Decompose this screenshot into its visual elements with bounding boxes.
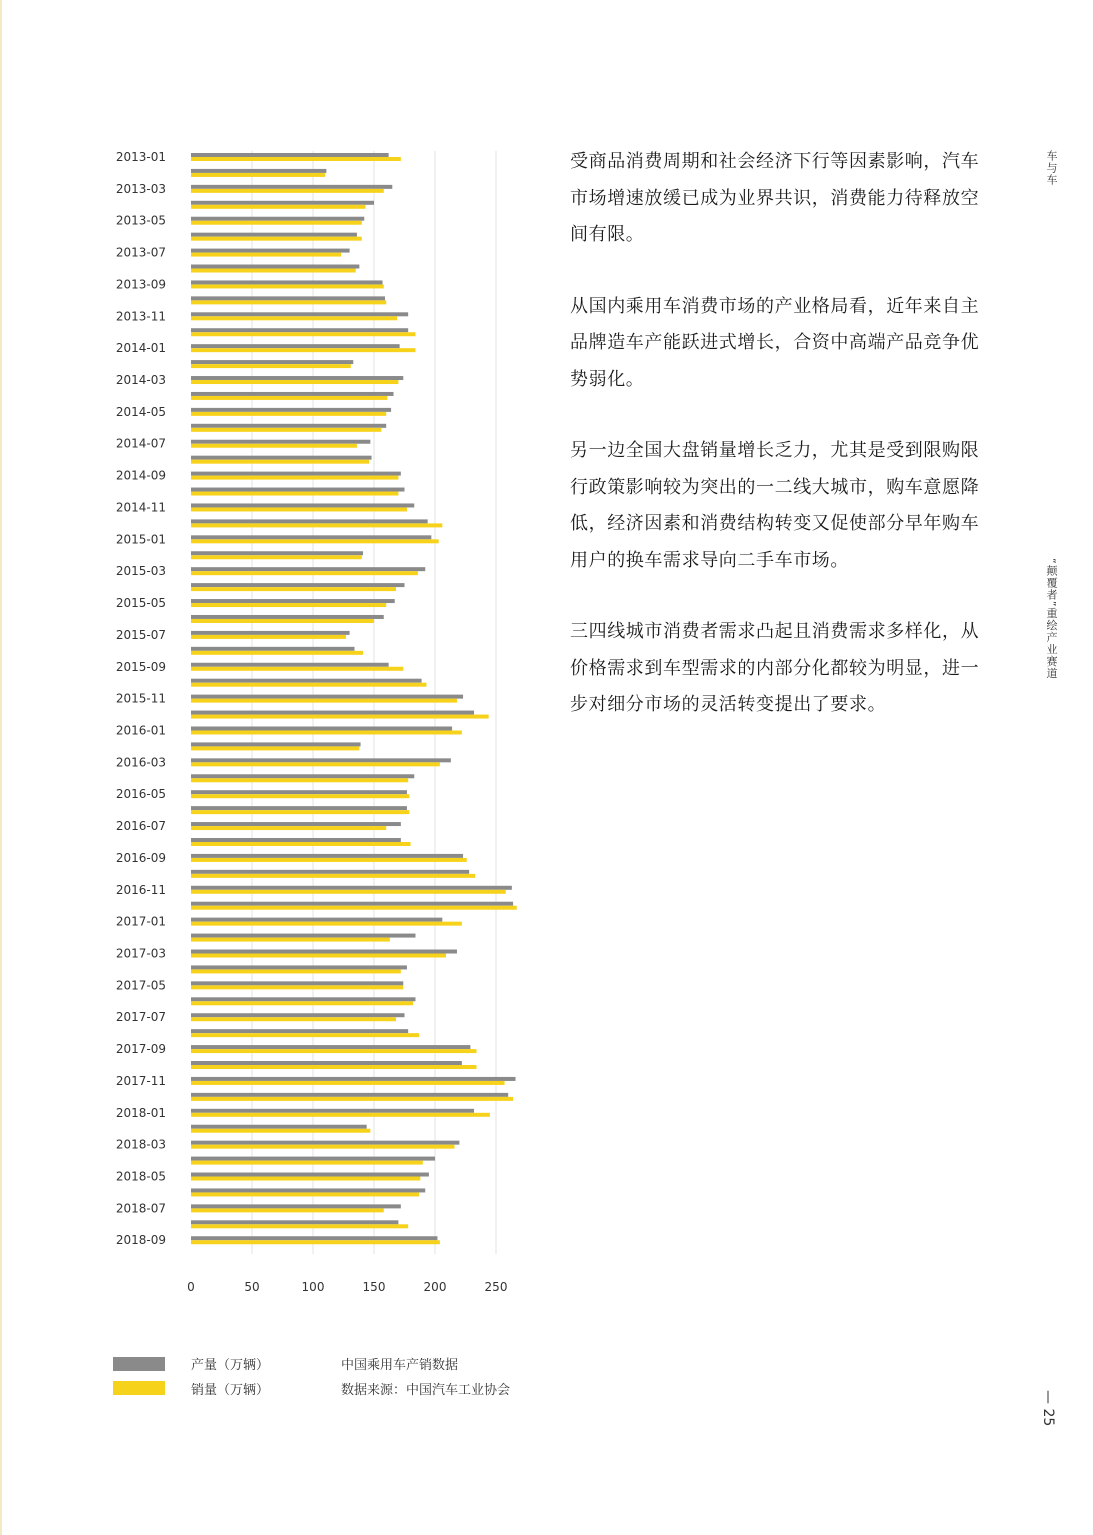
bar-production-2014-06 <box>191 424 386 428</box>
bar-production-2014-10 <box>191 488 405 492</box>
legend-label-sales: 销量（万辆） <box>191 1383 270 1398</box>
y-tick-label-2017-11: 2017-11 <box>115 1073 166 1088</box>
article-body <box>570 144 995 759</box>
bar-sales-2017-01 <box>191 922 462 926</box>
bar-production-2018-07 <box>191 1204 401 1208</box>
bar-sales-2016-01 <box>191 730 462 734</box>
bar-sales-2013-11 <box>191 316 397 320</box>
bar-production-2018-04 <box>191 1157 435 1161</box>
bar-sales-2014-05 <box>191 412 386 416</box>
bar-sales-2014-04 <box>191 396 387 400</box>
bar-sales-2016-12 <box>191 906 517 910</box>
bar-production-2015-11 <box>191 695 463 699</box>
bar-production-2016-10 <box>191 870 469 874</box>
bar-sales-2016-02 <box>191 746 359 750</box>
bar-sales-2015-05 <box>191 603 386 607</box>
bar-production-2016-01 <box>191 726 452 730</box>
bar-sales-2017-09 <box>191 1049 476 1053</box>
chart-title: 中国乘用车产销数据 <box>341 1358 459 1373</box>
y-tick-label-2017-07: 2017-07 <box>115 1010 166 1025</box>
y-tick-label-2017-01: 2017-01 <box>115 914 166 929</box>
bar-sales-2013-12 <box>191 332 415 336</box>
bar-production-2015-04 <box>191 583 405 587</box>
bar-production-2017-07 <box>191 1013 405 1017</box>
bar-production-2017-03 <box>191 950 457 954</box>
bar-production-2013-07 <box>191 249 350 253</box>
legend-swatch-production <box>113 1357 165 1371</box>
bar-production-2013-10 <box>191 296 385 300</box>
bar-production-2013-03 <box>191 185 392 189</box>
bar-sales-2015-03 <box>191 571 418 575</box>
bar-production-2018-03 <box>191 1141 459 1145</box>
bar-sales-2015-10 <box>191 683 426 687</box>
y-tick-label-2014-01: 2014-01 <box>115 341 166 356</box>
y-tick-label-2013-05: 2013-05 <box>115 213 166 228</box>
bar-production-2018-01 <box>191 1109 474 1113</box>
y-tick-label-2013-01: 2013-01 <box>115 150 166 164</box>
y-tick-label-2018-09: 2018-09 <box>115 1233 166 1248</box>
y-tick-label-2014-03: 2014-03 <box>115 373 166 388</box>
article-paragraph-1: 受商品消费周期和社会经济下行等因素影响，汽车市场增速放缓已成为业界共识，消费能力待释放空间有限。 <box>570 151 980 245</box>
bar-production-2017-04 <box>191 965 407 969</box>
bar-sales-2017-05 <box>191 985 403 989</box>
bar-sales-2015-12 <box>191 715 489 719</box>
bar-sales-2013-08 <box>191 269 356 273</box>
x-tick-label-0: 0 <box>187 1280 195 1294</box>
bar-chart <box>0 0 540 1310</box>
bar-sales-2016-06 <box>191 810 409 814</box>
bar-production-2014-03 <box>191 376 403 380</box>
y-tick-label-2018-05: 2018-05 <box>115 1169 166 1184</box>
bar-sales-2016-04 <box>191 778 408 782</box>
bar-production-2016-05 <box>191 790 407 794</box>
bar-production-2015-12 <box>191 711 474 715</box>
bar-production-2016-11 <box>191 886 512 890</box>
bar-sales-2013-04 <box>191 205 365 209</box>
article-paragraph-2: 从国内乘用车消费市场的产业格局看，近年来自主品牌造车产能跃进式增长，合资中高端产品竞争优势弱化。 <box>570 295 980 390</box>
data-source: 数据来源：中国汽车工业协会 <box>341 1383 511 1398</box>
bar-sales-2014-09 <box>191 476 398 480</box>
bar-production-2015-06 <box>191 615 384 619</box>
bar-sales-2014-12 <box>191 523 442 527</box>
bar-sales-2015-11 <box>191 699 457 703</box>
article-paragraph-3: 另一边全国大盘销量增长乏力，尤其是受到限购限行政策影响较为突出的一二线大城市，购车意愿降低，经济因素和消费结构转变又促使部分早年购车用户的换车需求导向二手车市场。 <box>570 440 980 571</box>
bar-sales-2018-08 <box>191 1224 408 1228</box>
bar-production-2016-06 <box>191 806 407 810</box>
y-axis-labels <box>116 150 166 1247</box>
bar-sales-2014-11 <box>191 507 407 511</box>
bar-production-2017-01 <box>191 918 442 922</box>
y-tick-label-2013-11: 2013-11 <box>115 309 166 324</box>
bar-sales-2016-05 <box>191 794 409 798</box>
bar-sales-2018-07 <box>191 1208 384 1212</box>
y-tick-label-2015-09: 2015-09 <box>115 659 166 674</box>
legend-label-production: 产量（万辆） <box>191 1358 270 1373</box>
bar-sales-2018-01 <box>191 1113 490 1117</box>
bar-sales-2017-11 <box>191 1081 505 1085</box>
section-subtitle: “颠覆者”重绘产业赛道 <box>1045 558 1058 680</box>
bar-production-2017-11 <box>191 1077 516 1081</box>
bar-production-2015-07 <box>191 631 350 635</box>
bar-production-2015-10 <box>191 679 422 683</box>
bar-production-2016-07 <box>191 822 401 826</box>
y-tick-label-2016-11: 2016-11 <box>115 882 166 897</box>
y-tick-label-2013-03: 2013-03 <box>115 181 166 196</box>
bar-production-2017-02 <box>191 934 415 938</box>
bar-production-2018-02 <box>191 1125 367 1129</box>
bar-sales-2015-09 <box>191 667 403 671</box>
x-tick-label-50: 50 <box>244 1280 260 1294</box>
bar-production-2014-05 <box>191 408 391 412</box>
bars <box>191 153 517 1244</box>
y-tick-label-2014-11: 2014-11 <box>115 500 166 515</box>
bar-sales-2016-10 <box>191 874 475 878</box>
bar-production-2014-11 <box>191 503 414 507</box>
bar-production-2014-07 <box>191 440 370 444</box>
bar-production-2014-12 <box>191 519 428 523</box>
x-tick-label-100: 100 <box>301 1280 325 1294</box>
bar-production-2013-06 <box>191 233 357 237</box>
y-tick-label-2015-01: 2015-01 <box>115 532 166 547</box>
x-axis-labels <box>187 1280 507 1294</box>
y-tick-label-2015-11: 2015-11 <box>115 691 166 706</box>
x-tick-label-250: 250 <box>484 1280 508 1294</box>
article-paragraph-4: 三四线城市消费者需求凸起且消费需求多样化，从价格需求到车型需求的内部分化都较为明显，进一步对细分市场的灵活转变提出了要求。 <box>570 621 980 715</box>
y-tick-label-2013-07: 2013-07 <box>115 245 166 260</box>
bar-production-2016-02 <box>191 742 361 746</box>
y-tick-label-2017-09: 2017-09 <box>115 1042 166 1057</box>
y-tick-label-2014-07: 2014-07 <box>115 436 166 451</box>
bar-sales-2016-09 <box>191 858 467 862</box>
bar-production-2013-09 <box>191 280 383 284</box>
y-tick-label-2018-01: 2018-01 <box>115 1105 166 1120</box>
bar-production-2014-04 <box>191 392 394 396</box>
bar-production-2016-12 <box>191 902 513 906</box>
bar-production-2013-02 <box>191 169 326 173</box>
bar-sales-2017-10 <box>191 1065 476 1069</box>
bar-sales-2014-06 <box>191 428 381 432</box>
y-tick-label-2018-03: 2018-03 <box>115 1137 166 1152</box>
bar-production-2018-09 <box>191 1236 437 1240</box>
y-tick-label-2013-09: 2013-09 <box>115 277 166 292</box>
bar-production-2018-06 <box>191 1188 425 1192</box>
y-tick-label-2016-01: 2016-01 <box>115 723 166 738</box>
bar-production-2015-09 <box>191 663 389 667</box>
bar-sales-2017-06 <box>191 1001 413 1005</box>
bar-sales-2015-06 <box>191 619 374 623</box>
bar-production-2016-04 <box>191 774 414 778</box>
bar-sales-2018-02 <box>191 1129 370 1133</box>
bar-sales-2015-02 <box>191 555 362 559</box>
bar-sales-2017-12 <box>191 1097 513 1101</box>
y-tick-label-2015-05: 2015-05 <box>115 596 166 611</box>
bar-sales-2017-04 <box>191 969 401 973</box>
bar-sales-2018-04 <box>191 1161 423 1165</box>
bar-production-2017-10 <box>191 1061 462 1065</box>
bar-sales-2013-03 <box>191 189 384 193</box>
bar-production-2018-08 <box>191 1220 398 1224</box>
bar-production-2017-06 <box>191 997 415 1001</box>
bar-sales-2017-08 <box>191 1033 419 1037</box>
bar-sales-2015-07 <box>191 635 346 639</box>
bar-sales-2016-07 <box>191 826 386 830</box>
y-tick-label-2016-03: 2016-03 <box>115 755 166 770</box>
bar-sales-2013-09 <box>191 284 384 288</box>
bar-production-2013-12 <box>191 328 408 332</box>
x-tick-label-150: 150 <box>362 1280 386 1294</box>
bar-sales-2016-08 <box>191 842 411 846</box>
bar-sales-2018-05 <box>191 1177 420 1181</box>
bar-sales-2014-02 <box>191 364 351 368</box>
bar-sales-2013-02 <box>191 173 325 177</box>
y-tick-label-2015-07: 2015-07 <box>115 627 166 642</box>
bar-sales-2017-03 <box>191 954 446 958</box>
bar-production-2016-08 <box>191 838 401 842</box>
y-tick-label-2016-07: 2016-07 <box>115 819 166 834</box>
bar-production-2014-01 <box>191 344 400 348</box>
y-tick-label-2017-05: 2017-05 <box>115 978 166 993</box>
bar-sales-2014-08 <box>191 460 369 464</box>
y-tick-label-2017-03: 2017-03 <box>115 946 166 961</box>
bar-sales-2016-03 <box>191 762 440 766</box>
legend-swatch-sales <box>113 1381 165 1395</box>
x-tick-label-200: 200 <box>423 1280 447 1294</box>
bar-production-2013-01 <box>191 153 389 157</box>
bar-production-2016-09 <box>191 854 463 858</box>
bar-production-2015-01 <box>191 535 431 539</box>
bar-sales-2015-04 <box>191 587 396 591</box>
bar-sales-2013-05 <box>191 221 362 225</box>
bar-sales-2014-03 <box>191 380 398 384</box>
bar-production-2015-08 <box>191 647 354 651</box>
bar-sales-2018-06 <box>191 1192 419 1196</box>
page-number: — 25 <box>1040 1390 1056 1427</box>
bar-sales-2014-07 <box>191 444 357 448</box>
bar-production-2017-12 <box>191 1093 508 1097</box>
bar-sales-2015-08 <box>191 651 363 655</box>
bar-sales-2016-11 <box>191 890 506 894</box>
section-title: 车与车 <box>1045 150 1058 186</box>
bar-sales-2015-01 <box>191 539 439 543</box>
bar-production-2017-08 <box>191 1029 408 1033</box>
bar-production-2014-08 <box>191 456 372 460</box>
y-tick-label-2016-09: 2016-09 <box>115 850 166 865</box>
bar-sales-2013-10 <box>191 300 386 304</box>
bar-production-2017-05 <box>191 981 403 985</box>
bar-sales-2014-01 <box>191 348 415 352</box>
bar-sales-2013-07 <box>191 253 341 257</box>
bar-sales-2018-03 <box>191 1145 455 1149</box>
bar-production-2016-03 <box>191 758 451 762</box>
y-tick-label-2018-07: 2018-07 <box>115 1201 166 1216</box>
y-tick-label-2014-09: 2014-09 <box>115 468 166 483</box>
bar-production-2013-08 <box>191 265 359 269</box>
bar-production-2015-02 <box>191 551 363 555</box>
bar-sales-2014-10 <box>191 492 398 496</box>
bar-production-2014-02 <box>191 360 353 364</box>
bar-production-2013-05 <box>191 217 364 221</box>
bar-production-2018-05 <box>191 1173 429 1177</box>
y-tick-label-2014-05: 2014-05 <box>115 404 166 419</box>
bar-sales-2018-09 <box>191 1240 440 1244</box>
bar-sales-2013-06 <box>191 237 362 241</box>
bar-production-2017-09 <box>191 1045 470 1049</box>
bar-sales-2013-01 <box>191 157 401 161</box>
bar-production-2013-11 <box>191 312 408 316</box>
bar-sales-2017-02 <box>191 938 390 942</box>
bar-production-2013-04 <box>191 201 374 205</box>
y-tick-label-2016-05: 2016-05 <box>115 787 166 802</box>
bar-production-2015-05 <box>191 599 395 603</box>
bar-production-2014-09 <box>191 472 401 476</box>
bar-production-2015-03 <box>191 567 425 571</box>
bar-sales-2017-07 <box>191 1017 396 1021</box>
y-tick-label-2015-03: 2015-03 <box>115 564 166 579</box>
